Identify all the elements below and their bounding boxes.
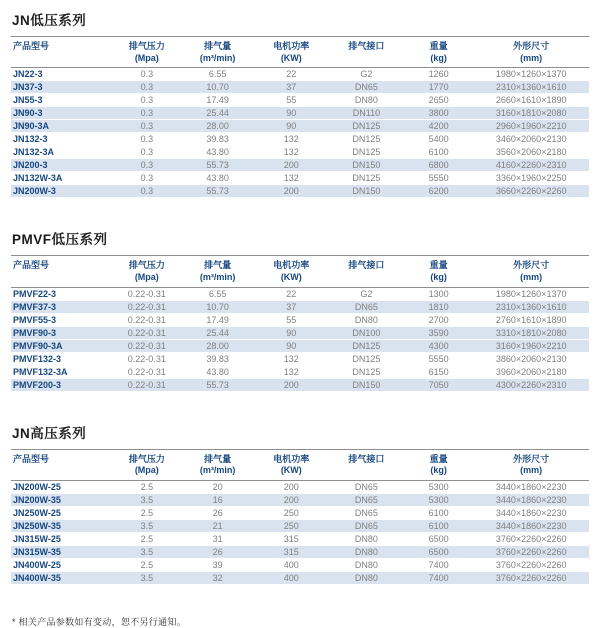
dimensions-cell: 3560×2060×2180: [495, 147, 567, 158]
weight-cell: 6500: [428, 534, 449, 545]
column-unit: (kg): [430, 465, 447, 476]
column-label: 排气接口: [348, 260, 385, 271]
column-label: 外形尺寸: [513, 260, 550, 271]
port-cell: DN80: [354, 95, 378, 106]
weight-cell: 2650: [428, 95, 449, 106]
port-cell: DN80: [354, 560, 378, 571]
column-label: 排气量: [204, 453, 232, 464]
weight-cell: 5550: [428, 173, 449, 184]
port-cell: DN65: [354, 301, 378, 312]
column-unit: (kg): [430, 52, 447, 63]
dimensions-cell: 3760×2260×2260: [495, 560, 567, 571]
dimensions-cell: 3440×1860×2230: [495, 495, 567, 506]
column-unit: (Mpa): [134, 465, 159, 476]
flow-cell: 6.55: [208, 288, 227, 299]
dimensions-cell: 2310×1360×1610: [495, 301, 567, 312]
footnote: * 相关产品参数如有变动，恕不另行通知。: [12, 617, 187, 628]
flow-cell: 55.73: [206, 160, 229, 171]
weight-cell: 5400: [428, 134, 449, 145]
column-header-power: [254, 449, 329, 480]
dimensions-cell: 3660×2260×2260: [495, 186, 567, 197]
weight-cell: 5300: [428, 482, 449, 493]
column-header-weight: [404, 37, 473, 68]
dimensions-cell: 3460×2060×2130: [495, 134, 567, 145]
table-row: [11, 313, 589, 326]
port-cell: G2: [360, 288, 373, 299]
column-header-flow: [182, 449, 254, 480]
table-row: [11, 352, 589, 365]
weight-cell: 6800: [428, 160, 449, 171]
weight-cell: 4200: [428, 121, 449, 132]
power-cell: 22: [286, 288, 297, 299]
model-cell: JN90-3A: [13, 121, 50, 132]
table-row: [11, 172, 589, 185]
model-cell: PMVF132-3: [13, 353, 62, 364]
port-cell: DN80: [354, 573, 378, 584]
column-unit: (kg): [430, 272, 447, 283]
column-header-pressure: [112, 256, 181, 287]
flow-cell: 25.44: [206, 327, 229, 338]
model-cell: JN400W-25: [13, 560, 61, 571]
dimensions-cell: 4160×2260×2310: [495, 160, 567, 171]
power-cell: 200: [283, 160, 299, 171]
pressure-cell: 2.5: [140, 534, 154, 545]
port-cell: DN150: [352, 379, 381, 390]
pressure-cell: 2.5: [140, 560, 154, 571]
pressure-cell: 0.3: [140, 147, 154, 158]
model-cell: JN315W-25: [13, 534, 61, 545]
pressure-cell: 0.22-0.31: [127, 366, 166, 377]
weight-cell: 5300: [428, 495, 449, 506]
power-cell: 400: [283, 560, 299, 571]
table-row: [11, 546, 589, 559]
table-row: [11, 494, 589, 507]
port-cell: DN150: [352, 186, 381, 197]
section-title: PMVF低压系列: [12, 232, 108, 248]
dimensions-cell: 3160×1960×2210: [495, 340, 567, 351]
model-cell: JN250W-35: [13, 521, 61, 532]
column-unit: (mm): [520, 465, 543, 476]
weight-cell: 5550: [428, 353, 449, 364]
column-unit: (Mpa): [134, 272, 159, 283]
weight-cell: 1770: [428, 82, 449, 93]
weight-cell: 6500: [428, 547, 449, 558]
port-cell: DN125: [352, 173, 381, 184]
power-cell: 55: [286, 95, 297, 106]
pressure-cell: 0.3: [140, 173, 154, 184]
weight-cell: 4300: [428, 340, 449, 351]
column-unit: (mm): [520, 52, 543, 63]
dimensions-cell: 3960×2060×2180: [495, 366, 567, 377]
model-cell: JN37-3: [13, 82, 43, 93]
power-cell: 22: [286, 69, 297, 80]
section-title: JN高压系列: [12, 425, 87, 441]
model-cell: PMVF200-3: [13, 379, 62, 390]
weight-cell: 7400: [428, 573, 449, 584]
column-header-pressure: [112, 37, 181, 68]
column-header-port: [329, 37, 404, 68]
dimensions-cell: 2310×1360×1610: [495, 82, 567, 93]
dimensions-cell: 3440×1860×2230: [495, 521, 567, 532]
flow-cell: 21: [212, 521, 223, 532]
dimensions-cell: 3360×1960×2250: [495, 173, 567, 184]
pressure-cell: 0.3: [140, 69, 154, 80]
port-cell: DN80: [354, 314, 378, 325]
dimensions-cell: 3440×1860×2230: [495, 482, 567, 493]
column-label: 重量: [429, 41, 448, 51]
column-header-model: [11, 449, 112, 480]
table-row: [11, 378, 589, 391]
model-cell: JN22-3: [13, 69, 43, 80]
power-cell: 37: [286, 82, 297, 93]
column-unit: [13, 272, 110, 283]
weight-cell: 6100: [428, 521, 449, 532]
table-row: [11, 68, 589, 81]
model-cell: JN200W-35: [13, 495, 61, 506]
pressure-cell: 0.3: [140, 82, 154, 93]
pressure-cell: 3.5: [140, 495, 154, 506]
column-unit: (mm): [520, 272, 543, 283]
model-cell: JN55-3: [13, 95, 43, 106]
power-cell: 200: [283, 495, 299, 506]
column-label: 电机功率: [273, 41, 310, 51]
weight-cell: 3800: [428, 108, 449, 119]
port-cell: DN125: [352, 353, 381, 364]
dimensions-cell: 1980×1260×1370: [495, 288, 567, 299]
column-unit: [13, 53, 110, 64]
weight-cell: 1260: [428, 69, 449, 80]
dimensions-cell: 4300×2260×2310: [495, 379, 567, 390]
column-label: 排气接口: [348, 453, 385, 464]
power-cell: 90: [286, 121, 297, 132]
table-row: [11, 107, 589, 120]
column-label: 排气量: [204, 260, 232, 271]
flow-cell: 6.55: [208, 69, 227, 80]
flow-cell: 31: [212, 534, 223, 545]
column-unit: [331, 272, 402, 283]
pressure-cell: 0.22-0.31: [127, 327, 166, 338]
model-cell: PMVF22-3: [13, 288, 57, 299]
port-cell: DN100: [352, 327, 381, 338]
section-title: JN低压系列: [12, 13, 87, 28]
power-cell: 315: [283, 547, 299, 558]
model-cell: PMVF90-3A: [13, 340, 63, 351]
weight-cell: 6150: [428, 366, 449, 377]
pressure-cell: 3.5: [140, 573, 154, 584]
weight-cell: 7400: [428, 560, 449, 571]
dimensions-cell: 3160×1810×2080: [495, 108, 567, 119]
column-unit: (KW): [280, 272, 302, 283]
column-unit: [13, 465, 110, 476]
power-cell: 37: [286, 301, 297, 312]
column-label: 外形尺寸: [513, 453, 550, 464]
table-row: [11, 300, 589, 313]
flow-cell: 55.73: [206, 186, 229, 197]
pressure-cell: 0.22-0.31: [127, 353, 166, 364]
model-cell: PMVF37-3: [13, 301, 57, 312]
series-section-pmvf-low-pressure: [11, 228, 589, 391]
model-cell: JN200-3: [13, 160, 48, 171]
header-row: [11, 449, 589, 480]
column-label: 产品型号: [13, 260, 50, 271]
port-cell: DN125: [352, 147, 381, 158]
table-row: [11, 81, 589, 94]
pressure-cell: 2.5: [140, 482, 154, 493]
dimensions-cell: 3440×1860×2230: [495, 508, 567, 519]
dimensions-cell: 3310×1810×2080: [495, 327, 567, 338]
dimensions-cell: 3760×2260×2260: [495, 547, 567, 558]
model-cell: JN200W-3: [13, 186, 56, 197]
column-header-flow: [182, 256, 254, 287]
port-cell: DN125: [352, 134, 381, 145]
column-header-port: [329, 256, 404, 287]
column-header-pressure: [112, 449, 181, 480]
pressure-cell: 0.22-0.31: [127, 301, 166, 312]
spec-table: [11, 449, 589, 585]
spec-table: [11, 255, 589, 391]
power-cell: 132: [283, 134, 299, 145]
flow-cell: 20: [212, 482, 223, 493]
model-cell: PMVF55-3: [13, 314, 57, 325]
model-cell: JN132-3A: [13, 147, 55, 158]
power-cell: 400: [283, 573, 299, 584]
column-header-model: [11, 256, 112, 287]
power-cell: 250: [283, 508, 299, 519]
dimensions-cell: 1980×1260×1370: [495, 69, 567, 80]
column-header-weight: [404, 449, 473, 480]
table-row: [11, 185, 589, 198]
flow-cell: 43.80: [206, 147, 229, 158]
table-row: [11, 507, 589, 520]
column-unit: (KW): [280, 52, 302, 63]
table-row: [11, 481, 589, 494]
power-cell: 250: [283, 521, 299, 532]
column-label: 产品型号: [13, 453, 50, 464]
pressure-cell: 0.3: [140, 134, 154, 145]
dimensions-cell: 3760×2260×2260: [495, 573, 567, 584]
column-label: 排气压力: [128, 453, 165, 464]
port-cell: DN65: [354, 521, 378, 532]
column-header-dimensions: [473, 256, 589, 287]
flow-cell: 28.00: [206, 121, 229, 132]
pressure-cell: 0.3: [140, 160, 154, 171]
table-row: [11, 339, 589, 352]
pressure-cell: 2.5: [140, 508, 154, 519]
table-row: [11, 326, 589, 339]
model-cell: JN400W-35: [13, 573, 61, 584]
flow-cell: 39.83: [206, 134, 229, 145]
flow-cell: 10.70: [206, 301, 229, 312]
power-cell: 200: [283, 379, 299, 390]
header-row: [11, 256, 589, 287]
power-cell: 90: [286, 108, 297, 119]
column-header-power: [254, 37, 329, 68]
table-row: [11, 287, 589, 300]
header-row: [11, 37, 589, 68]
flow-cell: 16: [212, 495, 223, 506]
column-label: 排气量: [204, 41, 232, 51]
flow-cell: 39: [212, 560, 223, 571]
port-cell: DN110: [352, 108, 381, 119]
pressure-cell: 0.22-0.31: [127, 340, 166, 351]
flow-cell: 55.73: [206, 379, 229, 390]
pressure-cell: 0.3: [140, 121, 154, 132]
model-cell: JN132W-3A: [13, 173, 63, 184]
port-cell: DN80: [354, 534, 378, 545]
table-row: [11, 94, 589, 107]
port-cell: DN125: [352, 366, 381, 377]
pressure-cell: 3.5: [140, 521, 154, 532]
dimensions-cell: 2660×1610×1890: [495, 95, 567, 106]
column-header-weight: [404, 256, 473, 287]
table-row: [11, 533, 589, 546]
column-header-dimensions: [473, 449, 589, 480]
flow-cell: 25.44: [206, 108, 229, 119]
column-label: 排气压力: [128, 41, 165, 51]
column-label: 外形尺寸: [513, 41, 550, 51]
column-unit: (KW): [280, 465, 302, 476]
flow-cell: 43.80: [206, 173, 229, 184]
weight-cell: 2700: [428, 314, 449, 325]
port-cell: DN150: [352, 160, 381, 171]
table-row: [11, 159, 589, 172]
column-unit: (m³/min): [199, 465, 236, 476]
port-cell: DN65: [354, 508, 378, 519]
power-cell: 132: [283, 147, 299, 158]
table-row: [11, 520, 589, 533]
column-unit: (m³/min): [199, 52, 236, 63]
port-cell: DN125: [352, 340, 381, 351]
column-label: 重量: [429, 453, 448, 464]
dimensions-cell: 3860×2060×2130: [495, 353, 567, 364]
pressure-cell: 0.22-0.31: [127, 288, 166, 299]
column-header-power: [254, 256, 329, 287]
weight-cell: 1300: [428, 288, 449, 299]
table-row: [11, 572, 589, 585]
flow-cell: 43.80: [206, 366, 229, 377]
table-row: [11, 133, 589, 146]
power-cell: 55: [286, 314, 297, 325]
flow-cell: 28.00: [206, 340, 229, 351]
column-label: 排气接口: [348, 41, 385, 51]
flow-cell: 39.83: [206, 353, 229, 364]
weight-cell: 6100: [428, 147, 449, 158]
power-cell: 132: [283, 353, 299, 364]
weight-cell: 6100: [428, 508, 449, 519]
column-unit: (Mpa): [134, 52, 159, 63]
column-label: 排气压力: [128, 260, 165, 271]
flow-cell: 32: [212, 573, 223, 584]
flow-cell: 10.70: [206, 82, 229, 93]
column-label: 电机功率: [273, 453, 310, 464]
weight-cell: 6200: [428, 186, 449, 197]
table-row: [11, 146, 589, 159]
port-cell: DN125: [352, 121, 381, 132]
weight-cell: 1810: [428, 301, 449, 312]
series-section-jn-high-pressure: [11, 422, 589, 585]
dimensions-cell: 2760×1610×1890: [495, 314, 567, 325]
column-header-model: [11, 37, 112, 68]
port-cell: DN80: [354, 547, 378, 558]
column-unit: [331, 53, 402, 64]
power-cell: 200: [283, 186, 299, 197]
port-cell: DN65: [354, 82, 378, 93]
pressure-cell: 0.22-0.31: [127, 379, 166, 390]
weight-cell: 3590: [428, 327, 449, 338]
column-header-flow: [182, 37, 254, 68]
power-cell: 200: [283, 482, 299, 493]
weight-cell: 7050: [428, 379, 449, 390]
dimensions-cell: 2960×1960×2210: [495, 121, 567, 132]
column-label: 电机功率: [273, 260, 310, 271]
model-cell: JN132-3: [13, 134, 48, 145]
dimensions-cell: 3760×2260×2260: [495, 534, 567, 545]
column-label: 产品型号: [13, 41, 50, 51]
column-header-dimensions: [473, 37, 589, 68]
series-section-jn-low-pressure: [11, 9, 589, 198]
pressure-cell: 0.22-0.31: [127, 314, 166, 325]
column-label: 重量: [429, 260, 448, 271]
table-row: [11, 559, 589, 572]
power-cell: 132: [283, 173, 299, 184]
pressure-cell: 0.3: [140, 186, 154, 197]
model-cell: JN250W-25: [13, 508, 61, 519]
power-cell: 132: [283, 366, 299, 377]
column-header-port: [329, 449, 404, 480]
port-cell: DN65: [354, 495, 378, 506]
pressure-cell: 0.3: [140, 108, 154, 119]
column-unit: [331, 465, 402, 476]
port-cell: G2: [360, 69, 373, 80]
spec-table: [11, 36, 589, 198]
model-cell: JN200W-25: [13, 482, 61, 493]
power-cell: 315: [283, 534, 299, 545]
model-cell: JN90-3: [13, 108, 43, 119]
column-unit: (m³/min): [199, 272, 236, 283]
flow-cell: 17.49: [206, 95, 229, 106]
power-cell: 90: [286, 327, 297, 338]
flow-cell: 26: [212, 547, 223, 558]
table-row: [11, 120, 589, 133]
power-cell: 90: [286, 340, 297, 351]
port-cell: DN65: [354, 482, 378, 493]
table-row: [11, 365, 589, 378]
flow-cell: 17.49: [206, 314, 229, 325]
model-cell: JN315W-35: [13, 547, 61, 558]
model-cell: PMVF90-3: [13, 327, 57, 338]
flow-cell: 26: [212, 508, 223, 519]
pressure-cell: 3.5: [140, 547, 154, 558]
pressure-cell: 0.3: [140, 95, 154, 106]
model-cell: PMVF132-3A: [13, 366, 68, 377]
